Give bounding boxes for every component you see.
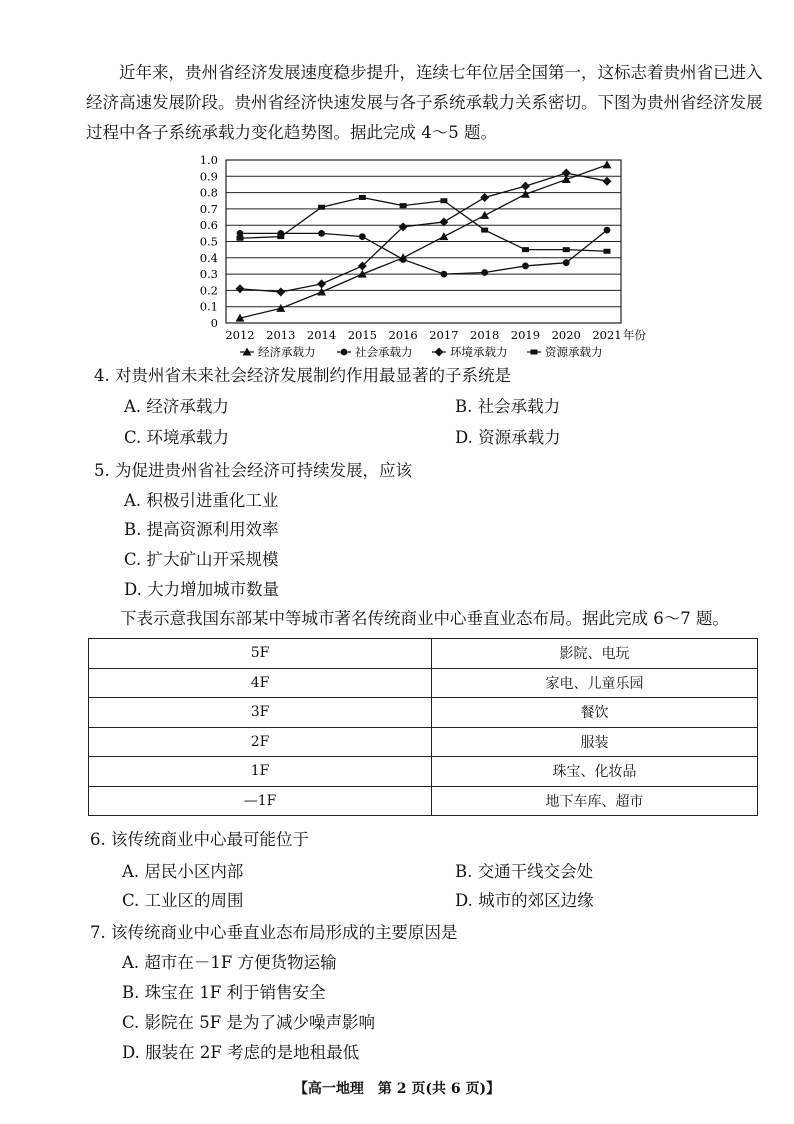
page-footer: 【高一地理 第 2 页(共 6 页)】: [293, 1081, 501, 1097]
x-tick-label: 2018: [470, 328, 500, 342]
carrying-capacity-chart: [196, 146, 666, 358]
legend-marker: [341, 349, 348, 356]
data-point: [440, 271, 447, 278]
data-point: [521, 182, 530, 191]
business-layout-table: [88, 638, 758, 816]
table-row: [89, 698, 758, 728]
question-7-option-d[interactable]: D. 服装在 2F 考虑的是地租最低: [122, 1043, 360, 1062]
data-point: [400, 203, 407, 208]
content-cell: 家电、儿童乐园: [432, 668, 758, 698]
legend-label: 社会承载力: [355, 345, 413, 358]
question-4-option-d[interactable]: D. 资源承载力: [455, 428, 561, 447]
question-6-option-d[interactable]: D. 城市的郊区边缘: [455, 891, 594, 910]
floor-cell: 2F: [89, 727, 432, 757]
question-6-option-a[interactable]: A. 居民小区内部: [122, 862, 244, 881]
y-tick-label: 0.4: [199, 250, 218, 265]
y-tick-label: 0.2: [199, 283, 218, 298]
data-point: [317, 279, 326, 288]
content-cell: 珠宝、化妆品: [432, 757, 758, 787]
data-point: [237, 230, 244, 237]
data-point: [277, 234, 284, 239]
question-4-stem: 4. 对贵州省未来社会经济发展制约作用最显著的子系统是: [94, 366, 511, 385]
question-7-option-c[interactable]: C. 影院在 5F 是为了减少噪声影响: [122, 1013, 375, 1032]
data-point: [604, 249, 611, 254]
table-intro: 下表示意我国东部某中等城市著名传统商业中心垂直业态布局。据此完成 6～7 题。: [120, 609, 729, 628]
data-point: [480, 211, 489, 219]
table-row: [89, 786, 758, 816]
data-point: [563, 247, 570, 252]
question-4-option-a[interactable]: A. 经济承载力: [124, 397, 229, 416]
table-row: [89, 668, 758, 698]
legend-marker: [531, 350, 538, 355]
question-4-option-c[interactable]: C. 环境承载力: [124, 428, 230, 447]
y-tick-label: 0.9: [199, 169, 218, 184]
floor-cell: 5F: [89, 639, 432, 669]
x-tick-label: 2020: [551, 328, 581, 342]
y-tick-label: 0.7: [199, 201, 218, 216]
data-point: [359, 233, 366, 240]
floor-cell: 1F: [89, 757, 432, 787]
question-5-option-a[interactable]: A. 积极引进重化工业: [124, 491, 279, 510]
floor-cell: —1F: [89, 786, 432, 816]
data-point: [317, 288, 326, 296]
y-tick-label: 1.0: [199, 153, 218, 167]
content-cell: 地下车库、超市: [432, 786, 758, 816]
data-point: [522, 263, 529, 270]
question-6-option-b[interactable]: B. 交通干线交会处: [455, 862, 594, 881]
y-tick-label: 0.1: [199, 299, 218, 314]
y-tick-label: 0.6: [199, 218, 218, 233]
question-6-option-c[interactable]: C. 工业区的周围: [122, 891, 244, 910]
data-point: [237, 236, 244, 241]
x-tick-label: 2017: [429, 328, 459, 342]
content-cell: 服装: [432, 727, 758, 757]
table-row: [89, 757, 758, 787]
floor-cell: 4F: [89, 668, 432, 698]
question-7-option-a[interactable]: A. 超市在－1F 方便货物运输: [122, 953, 337, 972]
legend-label: 环境承载力: [450, 345, 508, 358]
data-point: [603, 177, 612, 186]
data-point: [563, 259, 570, 266]
y-tick-label: 0.3: [199, 267, 218, 282]
data-point: [276, 288, 285, 297]
question-4-option-b[interactable]: B. 社会承载力: [455, 397, 561, 416]
x-tick-label: 2016: [388, 328, 418, 342]
y-tick-label: 0.5: [199, 234, 218, 249]
data-point: [603, 160, 612, 168]
data-point: [522, 247, 529, 252]
x-tick-label: 2021: [592, 328, 622, 342]
data-point: [359, 195, 366, 200]
data-point: [440, 198, 447, 203]
y-tick-label: 0: [210, 316, 218, 330]
data-point: [604, 227, 611, 234]
table-row: [89, 727, 758, 757]
data-point: [276, 304, 285, 312]
data-point: [480, 193, 489, 202]
x-axis-unit: 年份: [623, 328, 646, 342]
data-point: [481, 228, 488, 233]
intro-paragraph: 近年来，贵州省经济发展速度稳步提升，连续七年位居全国第一，这标志着贵州省已进入经济高速发展阶段。贵州省经济快速发展与各子系统承载力关系密切。下图为贵州省经济发展过程中各子系统承载力变化趋势图。据此完成 4～5 题。: [86, 63, 763, 142]
data-point: [439, 232, 448, 240]
x-tick-label: 2014: [306, 328, 337, 342]
question-7-option-b[interactable]: B. 珠宝在 1F 利于销售安全: [122, 983, 326, 1002]
legend-label: 经济承载力: [258, 345, 316, 358]
question-6-stem: 6. 该传统商业中心最可能位于: [90, 830, 309, 849]
data-point: [236, 284, 245, 293]
data-point: [318, 205, 325, 210]
question-7-stem: 7. 该传统商业中心垂直业态布局形成的主要原因是: [90, 923, 458, 942]
legend-marker: [435, 348, 444, 357]
data-point: [400, 256, 407, 263]
table-row: [89, 639, 758, 669]
question-5-stem: 5. 为促进贵州省社会经济可持续发展，应该: [94, 461, 412, 480]
content-cell: 餐饮: [432, 698, 758, 728]
question-5-option-b[interactable]: B. 提高资源利用效率: [124, 520, 279, 539]
data-point: [318, 230, 325, 237]
question-5-option-c[interactable]: C. 扩大矿山开采规模: [124, 550, 279, 569]
x-tick-label: 2012: [225, 328, 255, 342]
data-point: [481, 269, 488, 276]
x-tick-label: 2013: [266, 328, 296, 342]
x-tick-label: 2019: [510, 328, 541, 342]
series-line-2: [240, 230, 607, 274]
floor-cell: 3F: [89, 698, 432, 728]
content-cell: 影院、电玩: [432, 639, 758, 669]
question-5-option-d[interactable]: D. 大力增加城市数量: [124, 580, 280, 599]
y-tick-label: 0.8: [199, 185, 218, 200]
legend-label: 资源承载力: [545, 345, 603, 358]
x-tick-label: 2015: [347, 328, 377, 342]
